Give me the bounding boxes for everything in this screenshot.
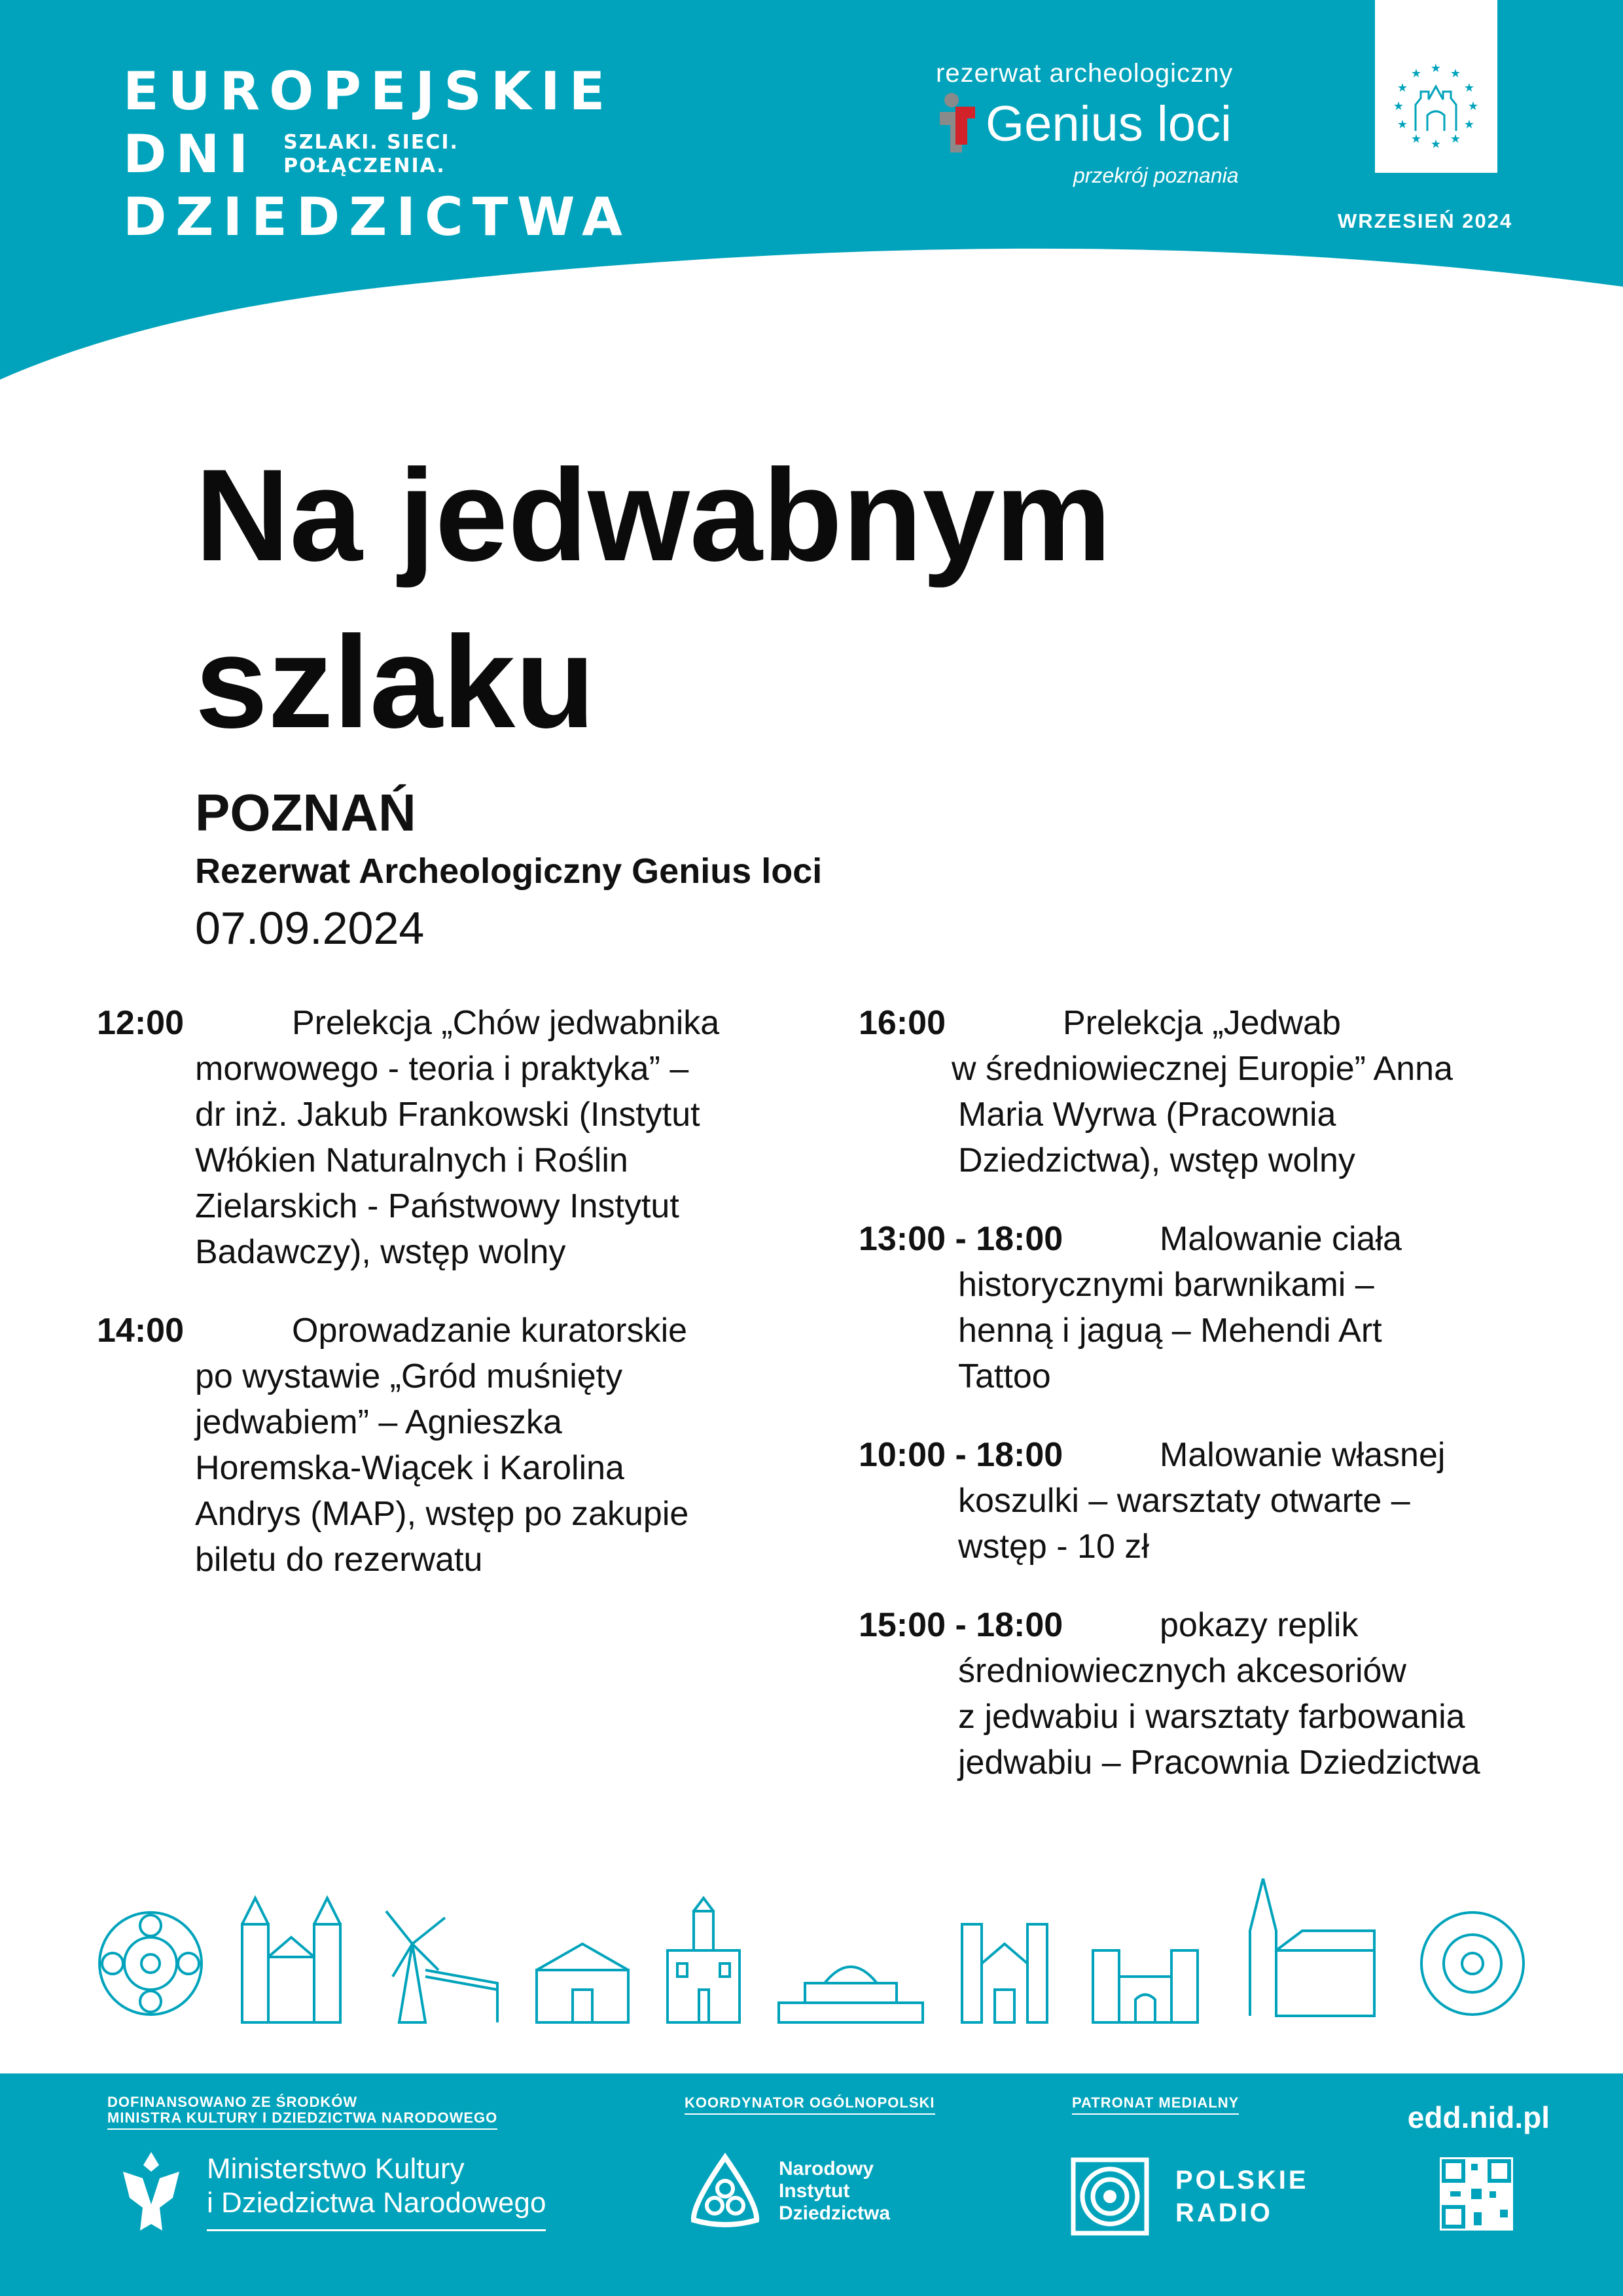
program-line: z jedwabiu i warsztaty farbowania — [958, 1698, 1465, 1736]
program-line: Prelekcja „Jedwab — [1063, 1004, 1341, 1042]
program-time: 13:00 - 18:00 — [859, 1220, 1063, 1258]
program-line: Malowanie ciała — [1160, 1220, 1402, 1258]
program-time: 16:00 — [859, 1004, 946, 1042]
event-venue: Rezerwat Archeologiczny Genius loci — [195, 852, 823, 891]
program-line: jedwabiu – Pracownia Dziedzictwa — [958, 1744, 1480, 1782]
program-line: pokazy replik — [1160, 1606, 1359, 1644]
program-line: Zielarskich - Państwowy Instytut — [195, 1187, 679, 1225]
svg-text:★: ★ — [1397, 118, 1408, 132]
program-time: 12:00 — [97, 1004, 184, 1042]
eagle-icon — [110, 2145, 192, 2237]
edd-logo-line-2: DNI — [123, 124, 258, 185]
nid-name-1: Narodowy — [779, 2158, 874, 2179]
edd-tagline-1: SZLAKI. SIECI. — [283, 131, 459, 154]
program-line: biletu do rezerwatu — [195, 1541, 483, 1579]
program-line: Badawczy), wstęp wolny — [195, 1233, 566, 1271]
event-city: POZNAŃ — [195, 783, 416, 842]
program-line: koszulki – warsztaty otwarte – — [958, 1482, 1410, 1520]
event-title — [195, 432, 1111, 766]
program-time: 15:00 - 18:00 — [859, 1606, 1063, 1644]
svg-text:★: ★ — [1463, 118, 1475, 132]
edd-logo-line-1: EUROPEJSKIE — [123, 61, 615, 122]
svg-text:★: ★ — [1410, 132, 1422, 146]
centennial-hall-icon — [779, 1967, 923, 2022]
twin-towers-icon — [242, 1898, 340, 2022]
footer-band — [0, 2073, 1623, 2296]
program-line: jedwabiem” – Agnieszka — [195, 1403, 562, 1441]
media-label: PATRONAT MEDIALNY — [1072, 2094, 1239, 2111]
program-line: Andrys (MAP), wstęp po zakupie — [195, 1495, 689, 1533]
nid-name-3: Dziedzictwa — [779, 2202, 891, 2224]
program-line: Oprowadzanie kuratorskie — [292, 1312, 688, 1350]
windmill-icon — [386, 1911, 497, 2022]
program-line: historycznymi barwnikami – — [958, 1266, 1374, 1304]
edd-logo-line-3: DZIEDZICTWA — [123, 187, 632, 247]
event-date: 07.09.2024 — [195, 903, 425, 954]
program-line: w średniowiecznej Europie” Anna — [952, 1050, 1453, 1088]
svg-text:★: ★ — [1430, 137, 1442, 151]
svg-text:★: ★ — [1450, 132, 1461, 146]
manor-icon — [537, 1944, 628, 2022]
svg-text:★: ★ — [1397, 81, 1408, 95]
ministry-logo — [110, 2145, 546, 2237]
polskie-radio-logo — [1071, 2157, 1309, 2236]
church-icon — [962, 1924, 1047, 2022]
svg-text:★: ★ — [1450, 67, 1461, 81]
svg-text:★: ★ — [1393, 99, 1404, 113]
program-line: Malowanie własnej — [1160, 1436, 1446, 1474]
program-line: henną i jaguą – Mehendi Art — [958, 1312, 1382, 1350]
genius-loci-figure-icon — [936, 92, 979, 155]
program-line: Włókien Naturalnych i Roślin — [195, 1141, 628, 1179]
funding-label-2: MINISTRA KULTURY I DZIEDZICTWA NARODOWEGO — [107, 2110, 497, 2130]
radio-icon — [1071, 2157, 1149, 2236]
nid-name-2: Instytut — [779, 2180, 850, 2202]
nid-triangle-icon — [686, 2152, 764, 2231]
coordinator-label: KOORDYNATOR OGÓLNOPOLSKI — [685, 2094, 935, 2111]
svg-text:★: ★ — [1467, 99, 1479, 113]
edd-emblem — [1375, 0, 1497, 173]
edition-date: WRZESIEŃ 2024 — [1338, 209, 1513, 232]
edd-logo — [123, 60, 632, 249]
stars-castle-icon — [1375, 0, 1497, 173]
edd-tagline-2: POŁĄCZENIA. — [283, 154, 446, 177]
program-line: Tattoo — [958, 1357, 1051, 1395]
genius-loci-name: Genius loci — [986, 96, 1232, 152]
funding-label — [107, 2094, 497, 2130]
event-title-line-2: szlaku — [195, 609, 596, 755]
ministry-name-2: i Dziedzictwa Narodowego — [207, 2186, 546, 2219]
program-line: Horemska-Wiącek i Karolina — [195, 1449, 624, 1487]
program-line: średniowiecznych akcesoriów — [958, 1652, 1406, 1690]
program-line: Prelekcja „Chów jedwabnika — [292, 1004, 720, 1042]
program-line: Dziedzictwa), wstęp wolny — [958, 1141, 1355, 1179]
svg-text:★: ★ — [1410, 67, 1422, 81]
gothic-church-icon — [1250, 1878, 1374, 2016]
program-line: wstęp - 10 zł — [958, 1528, 1149, 1566]
program-line: dr inż. Jakub Frankowski (Instytut — [195, 1096, 700, 1134]
radio-name-1: POLSKIE — [1175, 2166, 1309, 2195]
radio-name-2: RADIO — [1175, 2198, 1273, 2227]
rosette-icon — [99, 1912, 202, 2015]
edd-tagline — [283, 131, 459, 178]
town-hall-icon — [668, 1898, 740, 2022]
heritage-icons-row — [92, 1878, 1531, 2036]
program-line: morwowego - teoria i praktyka” – — [195, 1050, 689, 1088]
genius-loci-small: rezerwat archeologiczny — [936, 59, 1234, 88]
funding-label-1: DOFINANSOWANO ZE ŚRODKÓW — [107, 2094, 358, 2110]
program-line: po wystawie „Gród muśnięty — [195, 1357, 623, 1395]
genius-loci-sub: przekrój poznania — [1073, 164, 1239, 187]
program-line: Maria Wyrwa (Pracownia — [958, 1096, 1336, 1134]
svg-text:★: ★ — [1463, 81, 1475, 95]
genius-loci-logo — [936, 59, 1239, 187]
event-title-line-1: Na jedwabnym — [195, 442, 1112, 588]
wreath-icon — [1421, 1912, 1524, 2015]
city-gate-icon — [1093, 1950, 1198, 2022]
nid-logo — [686, 2152, 890, 2231]
ministry-name-1: Ministerstwo Kultury — [207, 2152, 465, 2185]
svg-text:★: ★ — [1430, 62, 1442, 75]
program-time: 14:00 — [97, 1312, 184, 1350]
program-time: 10:00 - 18:00 — [859, 1436, 1063, 1474]
website-link[interactable]: edd.nid.pl — [1407, 2100, 1550, 2134]
qr-code-icon[interactable] — [1440, 2157, 1513, 2231]
